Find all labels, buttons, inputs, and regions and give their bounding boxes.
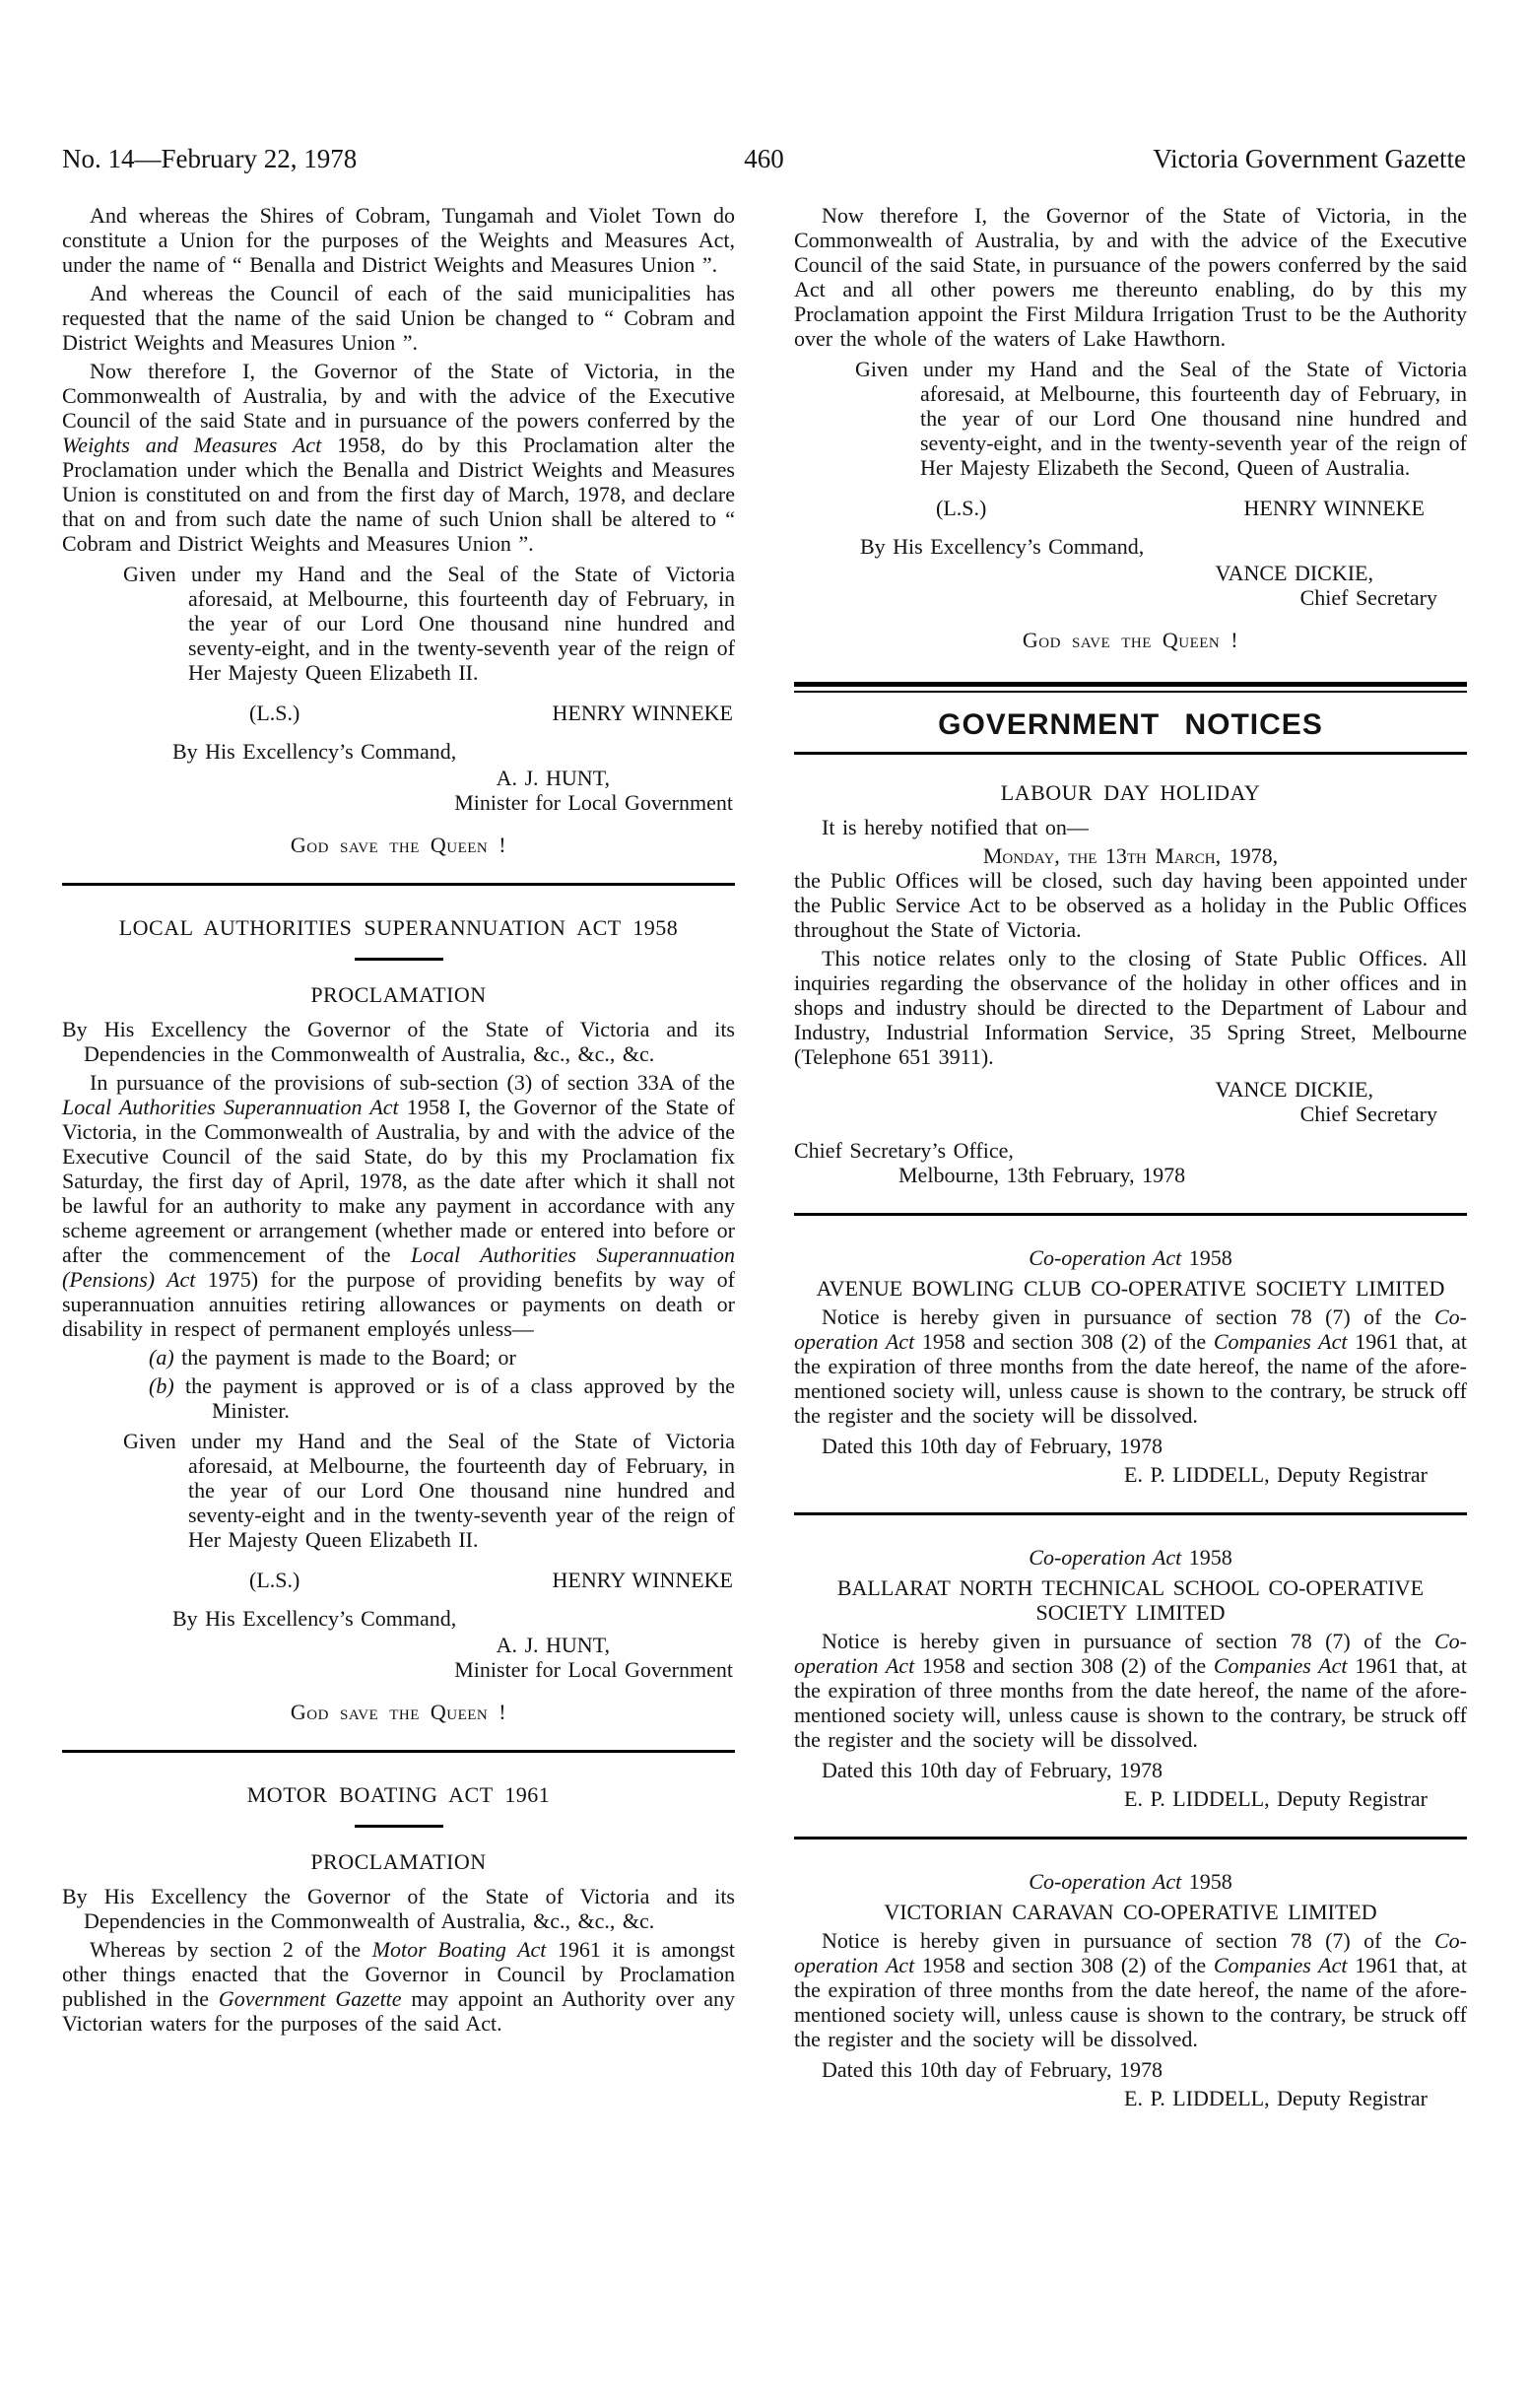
mildura-given-clause: Given under my Hand and the Seal of the State of Victoria aforesaid, at Melbourne, this fourteenth day of February, in the year of our Lord One thousand nine hundred and seventy-eight, and in the twenty-seventh year of the reign of Her Majesty Elizabeth the Second, Queen of Australia.	[855, 357, 1467, 480]
superannuation-signer-block	[62, 1633, 735, 1682]
heading-divider	[355, 958, 443, 961]
section-divider	[62, 883, 735, 886]
office-date-line: Melbourne, 13th February, 1978	[898, 1163, 1186, 1187]
registrar-signature: E. P. LIDDELL, Deputy Registrar	[1124, 1786, 1428, 1811]
labour-day-date-line: Monday, the 13th March, 1978,	[982, 843, 1279, 868]
governor-signature: HENRY WINNEKE	[552, 701, 733, 725]
labour-day-title: LABOUR DAY HOLIDAY	[1000, 780, 1261, 805]
signer-name: A. J. HUNT,	[496, 766, 610, 790]
signer-name: VANCE DICKIE,	[1215, 1077, 1373, 1102]
labour-day-signer-block	[794, 1077, 1467, 1126]
command-line: By His Excellency’s Command,	[172, 739, 457, 764]
mildura-signature-row	[794, 496, 1467, 520]
registrar-signature: E. P. LIDDELL, Deputy Registrar	[1124, 2086, 1428, 2110]
cooperation-notice	[794, 1245, 1467, 1487]
list-item-a: (a) the payment is made to the Board; or	[149, 1345, 516, 1370]
act-reference: Co-operation Act 1958	[1029, 1245, 1232, 1270]
notice-body: Notice is hereby given in pursuance of section 78 (7) of the Co-operation Act 1958 and section 308 (2) of the Companies Act 1961 that, at the expiration of three months from the date hereof, the name of the afore-mentioned society will, unless cause is shown to the contrary, be struck off the register and the society will be dissolved.	[794, 1304, 1468, 1428]
benalla-paragraph-3: Now therefore I, the Governor of the State of Victoria, in the Commonwealth of Australia, by and with the advice of the Executive Council of the said State and in pursuance of the powers conferred by the Weights and Measures Act 1958, do by this Proclamation alter the Proclamation under which the Benalla and District Weights and Measures Union is constituted on and from the first day of March, 1978, and declare that on and from such date the name of such Union shall be altered to “ Cobram and District Weights and Measures Union ”.	[62, 359, 735, 556]
motor-boating-body: Whereas by section 2 of the Motor Boating Act 1961 it is amongst other things enacted that the Governor in Council by Proclamation published in the Government Gazette may appoint an Authority over any Victorian waters for the purposes of the said Act.	[62, 1937, 736, 2036]
governor-signature: HENRY WINNEKE	[552, 1568, 733, 1592]
notice-body: Notice is hereby given in pursuance of section 78 (7) of the Co-operation Act 1958 and section 308 (2) of the Companies Act 1961 that, at the expiration of three months from the date hereof, the name of the afore-mentioned society will, unless cause is shown to the contrary, be struck off the register and the society will be dissolved.	[794, 1928, 1468, 2051]
double-rule-divider	[794, 682, 1467, 693]
superannuation-given-clause: Given under my Hand and the Seal of the State of Victoria aforesaid, at Melbourne, the fourteenth day of February, in the year of our Lord One thousand nine hundred and seventy-eight and in the twenty-seventh year of the reign of Her Majesty Queen Elizabeth II.	[123, 1429, 735, 1552]
dated-line: Dated this 10th day of February, 1978	[822, 1758, 1163, 1782]
benalla-paragraph-1: And whereas the Shires of Cobram, Tungamah and Violet Town do constitute a Union for the purposes of the Weights and Measures Act, under the name of “ Benalla and District Weights and Measures Union ”.	[62, 203, 735, 277]
section-divider	[794, 1512, 1467, 1515]
seal-mark: (L.S.)	[249, 1568, 300, 1592]
signer-title: Chief Secretary	[1299, 1102, 1437, 1126]
mildura-paragraph: Now therefore I, the Governor of the State of Victoria, in the Commonwealth of Australia, by and with the advice of the Executive Council of the said State, in pursuance of the powers conferred by the said Act and all other powers me thereunto enabling, do by this my Proclamation appoint the First Mildura Irrigation Trust to be the Authority over the whole of the waters of Lake Hawthorn.	[794, 203, 1467, 351]
superannuation-preamble: By His Excellency the Governor of the State of Victoria and its Dependencies in the Commonwealth of Australia, &c., &c., &c.	[62, 1017, 735, 1066]
benalla-paragraph-2: And whereas the Council of each of the said municipalities has requested that the name of the said Union be changed to “ Cobram and District Weights and Measures Union ”.	[62, 281, 735, 355]
registrar-signature: E. P. LIDDELL, Deputy Registrar	[1124, 1462, 1428, 1487]
signer-name: VANCE DICKIE,	[1215, 561, 1373, 585]
signer-name: A. J. HUNT,	[496, 1633, 610, 1657]
banner-divider	[794, 752, 1467, 755]
heading-divider	[355, 1825, 443, 1828]
header-page-number: 460	[744, 144, 784, 173]
signer-title: Minister for Local Government	[454, 790, 733, 815]
cooperation-notice	[794, 1869, 1467, 2110]
superannuation-signature-row	[62, 1568, 735, 1592]
seal-mark: (L.S.)	[249, 701, 300, 725]
government-notices-banner: GOVERNMENT NOTICES	[938, 708, 1323, 741]
dated-line: Dated this 10th day of February, 1978	[822, 1434, 1163, 1458]
act-reference: Co-operation Act 1958	[1029, 1545, 1232, 1570]
motor-boating-act-title: MOTOR BOATING ACT 1961	[246, 1782, 551, 1807]
header-issue: No. 14—February 22, 1978	[62, 144, 358, 173]
signer-title: Chief Secretary	[1299, 585, 1437, 610]
header-gazette-title: Victoria Government Gazette	[1153, 144, 1466, 173]
list-item-b: (b) the payment is approved or is of a class approved by the Minister.	[149, 1373, 735, 1423]
office-line: Chief Secretary’s Office,	[794, 1138, 1014, 1163]
notice-body: Notice is hereby given in pursuance of section 78 (7) of the Co-operation Act 1958 and section 308 (2) of the Companies Act 1961 that, at the expiration of three months from the date hereof, the name of the afore-mentioned society will, unless cause is shown to the contrary, be struck off the register and the society will be dissolved.	[794, 1629, 1468, 1752]
command-line: By His Excellency’s Command,	[860, 534, 1145, 559]
governor-signature: HENRY WINNEKE	[1243, 496, 1425, 520]
dated-line: Dated this 10th day of February, 1978	[822, 2057, 1163, 2082]
cooperation-notice	[794, 1545, 1467, 1811]
labour-day-intro: It is hereby notified that on—	[822, 815, 1089, 839]
god-save-the-queen: God save the Queen !	[1022, 628, 1239, 652]
seal-mark: (L.S.)	[936, 496, 987, 520]
proclamation-heading: PROCLAMATION	[310, 982, 487, 1007]
section-divider	[62, 1750, 735, 1753]
proclamation-heading: PROCLAMATION	[310, 1849, 487, 1874]
labour-day-paragraph-2: This notice relates only to the closing of State Public Offices. All inquiries regarding the observance of the holiday in other offices and in shops and industry should be directed to the Department of Labour and Industry, Industrial Information Service, 35 Spring Street, Melbourne (Telephone 651 3911).	[794, 946, 1467, 1069]
section-divider	[794, 1213, 1467, 1216]
benalla-given-clause: Given under my Hand and the Seal of the State of Victoria aforesaid, at Melbourne, this fourteenth day of February, in the year of our Lord One thousand nine hundred and seventy-eight, and in the twenty-seventh year of the reign of Her Majesty Queen Elizabeth II.	[123, 562, 735, 685]
benalla-signature-row	[62, 701, 735, 725]
labour-day-paragraph-1: the Public Offices will be closed, such day having been appointed under the Public Service Act to be observed as a holiday in the Public Offices throughout the State of Victoria.	[794, 868, 1467, 942]
right-column	[794, 203, 1467, 2110]
benalla-signer-block	[62, 766, 735, 815]
society-name: AVENUE BOWLING CLUB CO-OPERATIVE SOCIETY LIMITED	[816, 1276, 1445, 1301]
signer-title: Minister for Local Government	[454, 1657, 733, 1682]
command-line: By His Excellency’s Command,	[172, 1606, 457, 1631]
page-header	[62, 144, 1466, 177]
superannuation-act-title: LOCAL AUTHORITIES SUPERANNUATION ACT 1958	[118, 915, 679, 940]
god-save-the-queen: God save the Queen !	[290, 833, 507, 857]
god-save-the-queen: God save the Queen !	[290, 1700, 507, 1724]
mildura-signer-block	[794, 561, 1467, 610]
left-column	[62, 203, 735, 2036]
superannuation-body: In pursuance of the provisions of sub-section (3) of section 33A of the Local Authorities Superannuation Act 1958 I, the Governor of the State of Victoria, in the Commonwealth of Australia, by and with the advice of the Executive Council of the said State, do by this my Proclamation fix Saturday, the first day of April, 1978, as the date after which it shall not be lawful for an authority to make any payment in accordance with any scheme agreement or arrangement (whether made or entered into before or after the commencement of the Local Authorities Superannuation (Pensions) Act 1975) for the purpose of providing benefits by way of superannuation annuities retiring allowances or payments on death or disability in respect of permanent employés unless—	[62, 1070, 736, 1341]
society-name: VICTORIAN CARAVAN CO-OPERATIVE LIMITED	[884, 1900, 1377, 1924]
motor-boating-preamble: By His Excellency the Governor of the State of Victoria and its Dependencies in the Commonwealth of Australia, &c., &c., &c.	[62, 1884, 735, 1933]
act-reference: Co-operation Act 1958	[1029, 1869, 1232, 1894]
section-divider	[794, 1837, 1467, 1839]
society-name: BALLARAT NORTH TECHNICAL SCHOOL CO-OPERATIVE SOCIETY LIMITED	[836, 1575, 1425, 1625]
